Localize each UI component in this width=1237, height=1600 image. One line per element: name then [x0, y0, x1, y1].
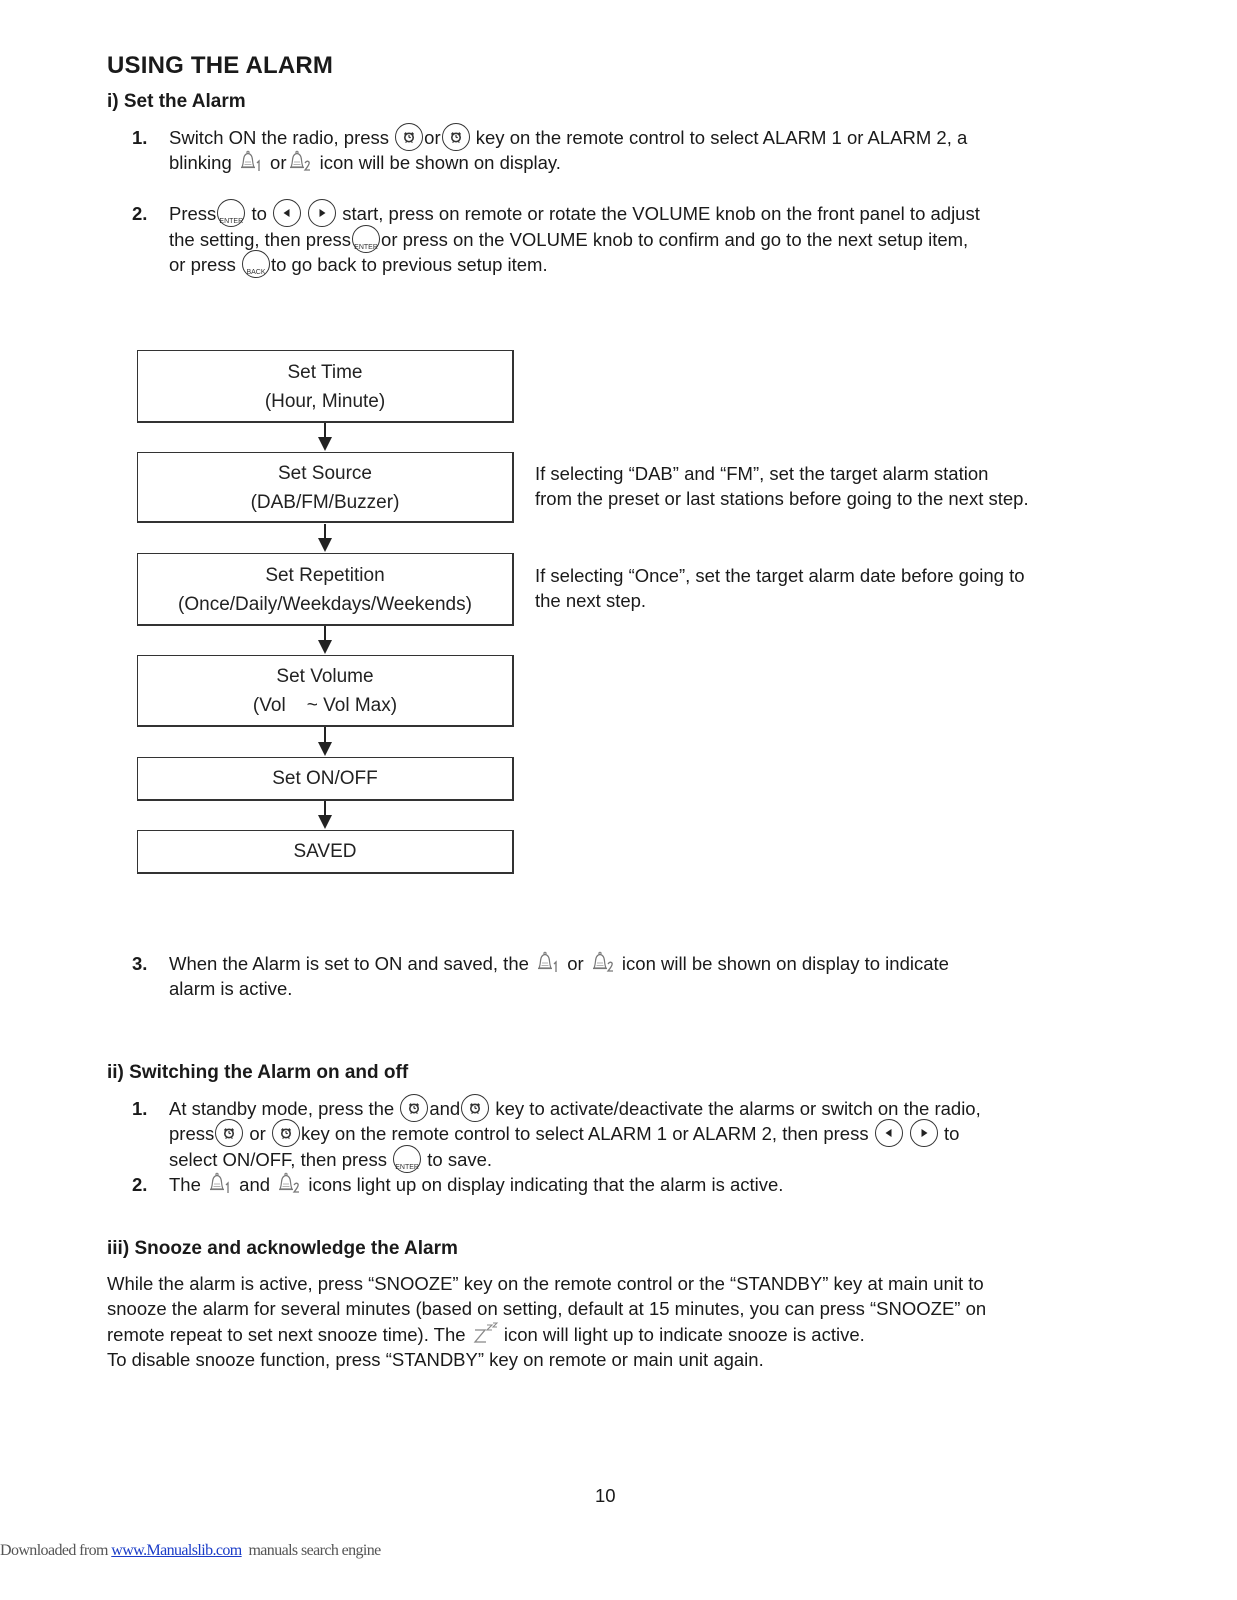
step-number: 2. — [132, 1174, 148, 1195]
switch-step-1-line-2 — [169, 1121, 959, 1149]
flow-box-saved — [137, 830, 514, 874]
note-source-line-1: If selecting “DAB” and “FM”, set the target alarm station — [535, 463, 989, 484]
flow-box-set-on-off — [137, 757, 514, 801]
snooze-line-2: snooze the alarm for several minutes (based on setting, default at 15 minutes, you can press “SNOOZE” on — [107, 1298, 987, 1319]
step-text: and — [429, 1098, 461, 1119]
flow-arrow-down-icon — [317, 626, 333, 655]
flow-box-detail: (Vol ~ Vol Max) — [252, 695, 398, 716]
step-text: key to activate/deactivate the alarms or switch on the radio, — [495, 1098, 981, 1119]
left-arrow-key-icon — [273, 199, 301, 227]
step-number: 2. — [132, 203, 148, 224]
step-text: or press on the VOLUME knob to confirm and go to the next setup item, — [381, 229, 969, 250]
key-label: ENTER — [395, 1164, 419, 1172]
section-heading-switching: ii) Switching the Alarm on and off — [107, 1062, 409, 1083]
flow-arrow-down-icon — [317, 727, 333, 757]
flow-box-detail: (Once/Daily/Weekdays/Weekends) — [178, 594, 472, 615]
enter-key-icon — [393, 1145, 421, 1173]
note-source-line-2: from the preset or last stations before going to the next step. — [535, 488, 1029, 509]
key-label: ENTER — [219, 218, 244, 226]
step-text: or — [270, 152, 287, 173]
flow-box-title: Set Source — [278, 463, 372, 484]
note-repetition-line-2: the next step. — [535, 590, 647, 611]
flow-box-title: SAVED — [293, 841, 357, 862]
step-2-line-3 — [169, 252, 548, 280]
enter-key-icon — [217, 199, 245, 227]
step-text: start, press on remote or rotate the VOLUME knob on the front panel to adjust — [342, 203, 980, 224]
flow-box-detail: (Hour, Minute) — [264, 391, 386, 412]
alarm-clock-key-icon — [395, 123, 423, 151]
alarm1-bell-icon — [206, 1171, 234, 1195]
flow-box-detail: (DAB/FM/Buzzer) — [250, 492, 400, 513]
flow-box-set-repetition — [137, 553, 514, 626]
step-text: key on the remote control to select ALARM 1 or ALARM 2, then press — [300, 1123, 869, 1144]
step-text: and — [239, 1174, 271, 1195]
switch-step-2 — [169, 1172, 783, 1198]
alarm-clock-key-icon — [461, 1094, 489, 1122]
step-text: to go back to previous setup item. — [270, 254, 548, 275]
snooze-zz-icon — [471, 1321, 499, 1345]
step-text: The — [169, 1174, 201, 1195]
download-footer — [0, 1542, 381, 1560]
flow-box-set-source — [137, 452, 514, 523]
step-text: to — [944, 1123, 960, 1144]
step-number: 1. — [132, 127, 148, 148]
step-3-line-2: alarm is active. — [169, 978, 293, 999]
alarm-clock-key-icon — [400, 1094, 428, 1122]
alarm2-bell-icon — [286, 149, 314, 173]
alarm-clock-key-icon — [272, 1119, 300, 1147]
step-3-line-1 — [169, 951, 949, 977]
step-1-line-2 — [169, 150, 561, 176]
alarm2-bell-icon — [589, 950, 617, 974]
step-text: or — [567, 953, 584, 974]
step-text: remote repeat to set next snooze time). The — [107, 1324, 466, 1345]
flow-arrow-down-icon — [317, 524, 333, 553]
step-text: or — [424, 127, 441, 148]
step-text: to save. — [427, 1149, 493, 1170]
key-label: ENTER — [354, 244, 378, 252]
step-text: blinking — [169, 152, 232, 173]
step-2-line-1 — [169, 201, 980, 229]
step-text: to — [251, 203, 267, 224]
flow-box-title: Set ON/OFF — [272, 768, 378, 789]
section-heading-snooze: iii) Snooze and acknowledge the Alarm — [107, 1238, 458, 1259]
footer-text: Downloaded from — [0, 1542, 112, 1559]
left-arrow-key-icon — [875, 1119, 903, 1147]
step-number: 1. — [132, 1098, 148, 1119]
step-text: select ON/OFF, then press — [169, 1149, 387, 1170]
step-number: 3. — [132, 953, 148, 974]
flow-arrow-down-icon — [317, 423, 333, 452]
section-heading-set-alarm: i) Set the Alarm — [107, 91, 246, 112]
step-text: icons light up on display indicating that the alarm is active. — [308, 1174, 784, 1195]
step-text: Press — [169, 203, 217, 224]
manualslib-link[interactable]: www.Manualslib.com — [111, 1542, 242, 1559]
page-title: USING THE ALARM — [107, 52, 334, 79]
step-text: or — [249, 1123, 266, 1144]
alarm2-bell-icon — [275, 1171, 303, 1195]
step-2-line-2 — [169, 227, 968, 255]
step-text: At standby mode, press the — [169, 1098, 395, 1119]
flow-box-title: Set Repetition — [265, 565, 385, 586]
snooze-line-4: To disable snooze function, press “STANDBY” key on remote or main unit again. — [107, 1349, 764, 1370]
right-arrow-key-icon — [910, 1119, 938, 1147]
step-text: or press — [169, 254, 236, 275]
key-label: BACK — [246, 269, 266, 277]
alarm1-bell-icon — [534, 950, 562, 974]
step-text: key on the remote control to select ALARM 1 or ALARM 2, a — [475, 127, 968, 148]
flow-box-title: Set Volume — [276, 666, 374, 687]
flow-box-title: Set Time — [287, 362, 363, 383]
snooze-line-3 — [107, 1322, 865, 1348]
footer-text: manuals search engine — [241, 1542, 381, 1559]
step-text: icon will be shown on display. — [319, 152, 561, 173]
step-text: icon will light up to indicate snooze is active. — [503, 1324, 865, 1345]
flow-box-set-time — [137, 350, 514, 423]
flow-box-set-volume — [137, 655, 514, 727]
flow-arrow-down-icon — [317, 801, 333, 830]
step-text: Switch ON the radio, press — [169, 127, 390, 148]
alarm-clock-key-icon — [215, 1119, 243, 1147]
right-arrow-key-icon — [308, 199, 336, 227]
enter-key-icon — [352, 225, 380, 253]
alarm-clock-key-icon — [442, 123, 470, 151]
note-repetition-line-1: If selecting “Once”, set the target alarm date before going to — [535, 565, 1025, 586]
step-text: icon will be shown on display to indicate — [621, 953, 949, 974]
back-key-icon — [242, 250, 270, 278]
page-number: 10 — [595, 1485, 616, 1506]
snooze-line-1: While the alarm is active, press “SNOOZE” key on the remote control or the “STANDBY” key at main unit to — [107, 1273, 984, 1294]
step-text: press — [169, 1123, 215, 1144]
alarm1-bell-icon — [237, 149, 265, 173]
step-text: the setting, then press — [169, 229, 352, 250]
step-text: When the Alarm is set to ON and saved, the — [169, 953, 529, 974]
